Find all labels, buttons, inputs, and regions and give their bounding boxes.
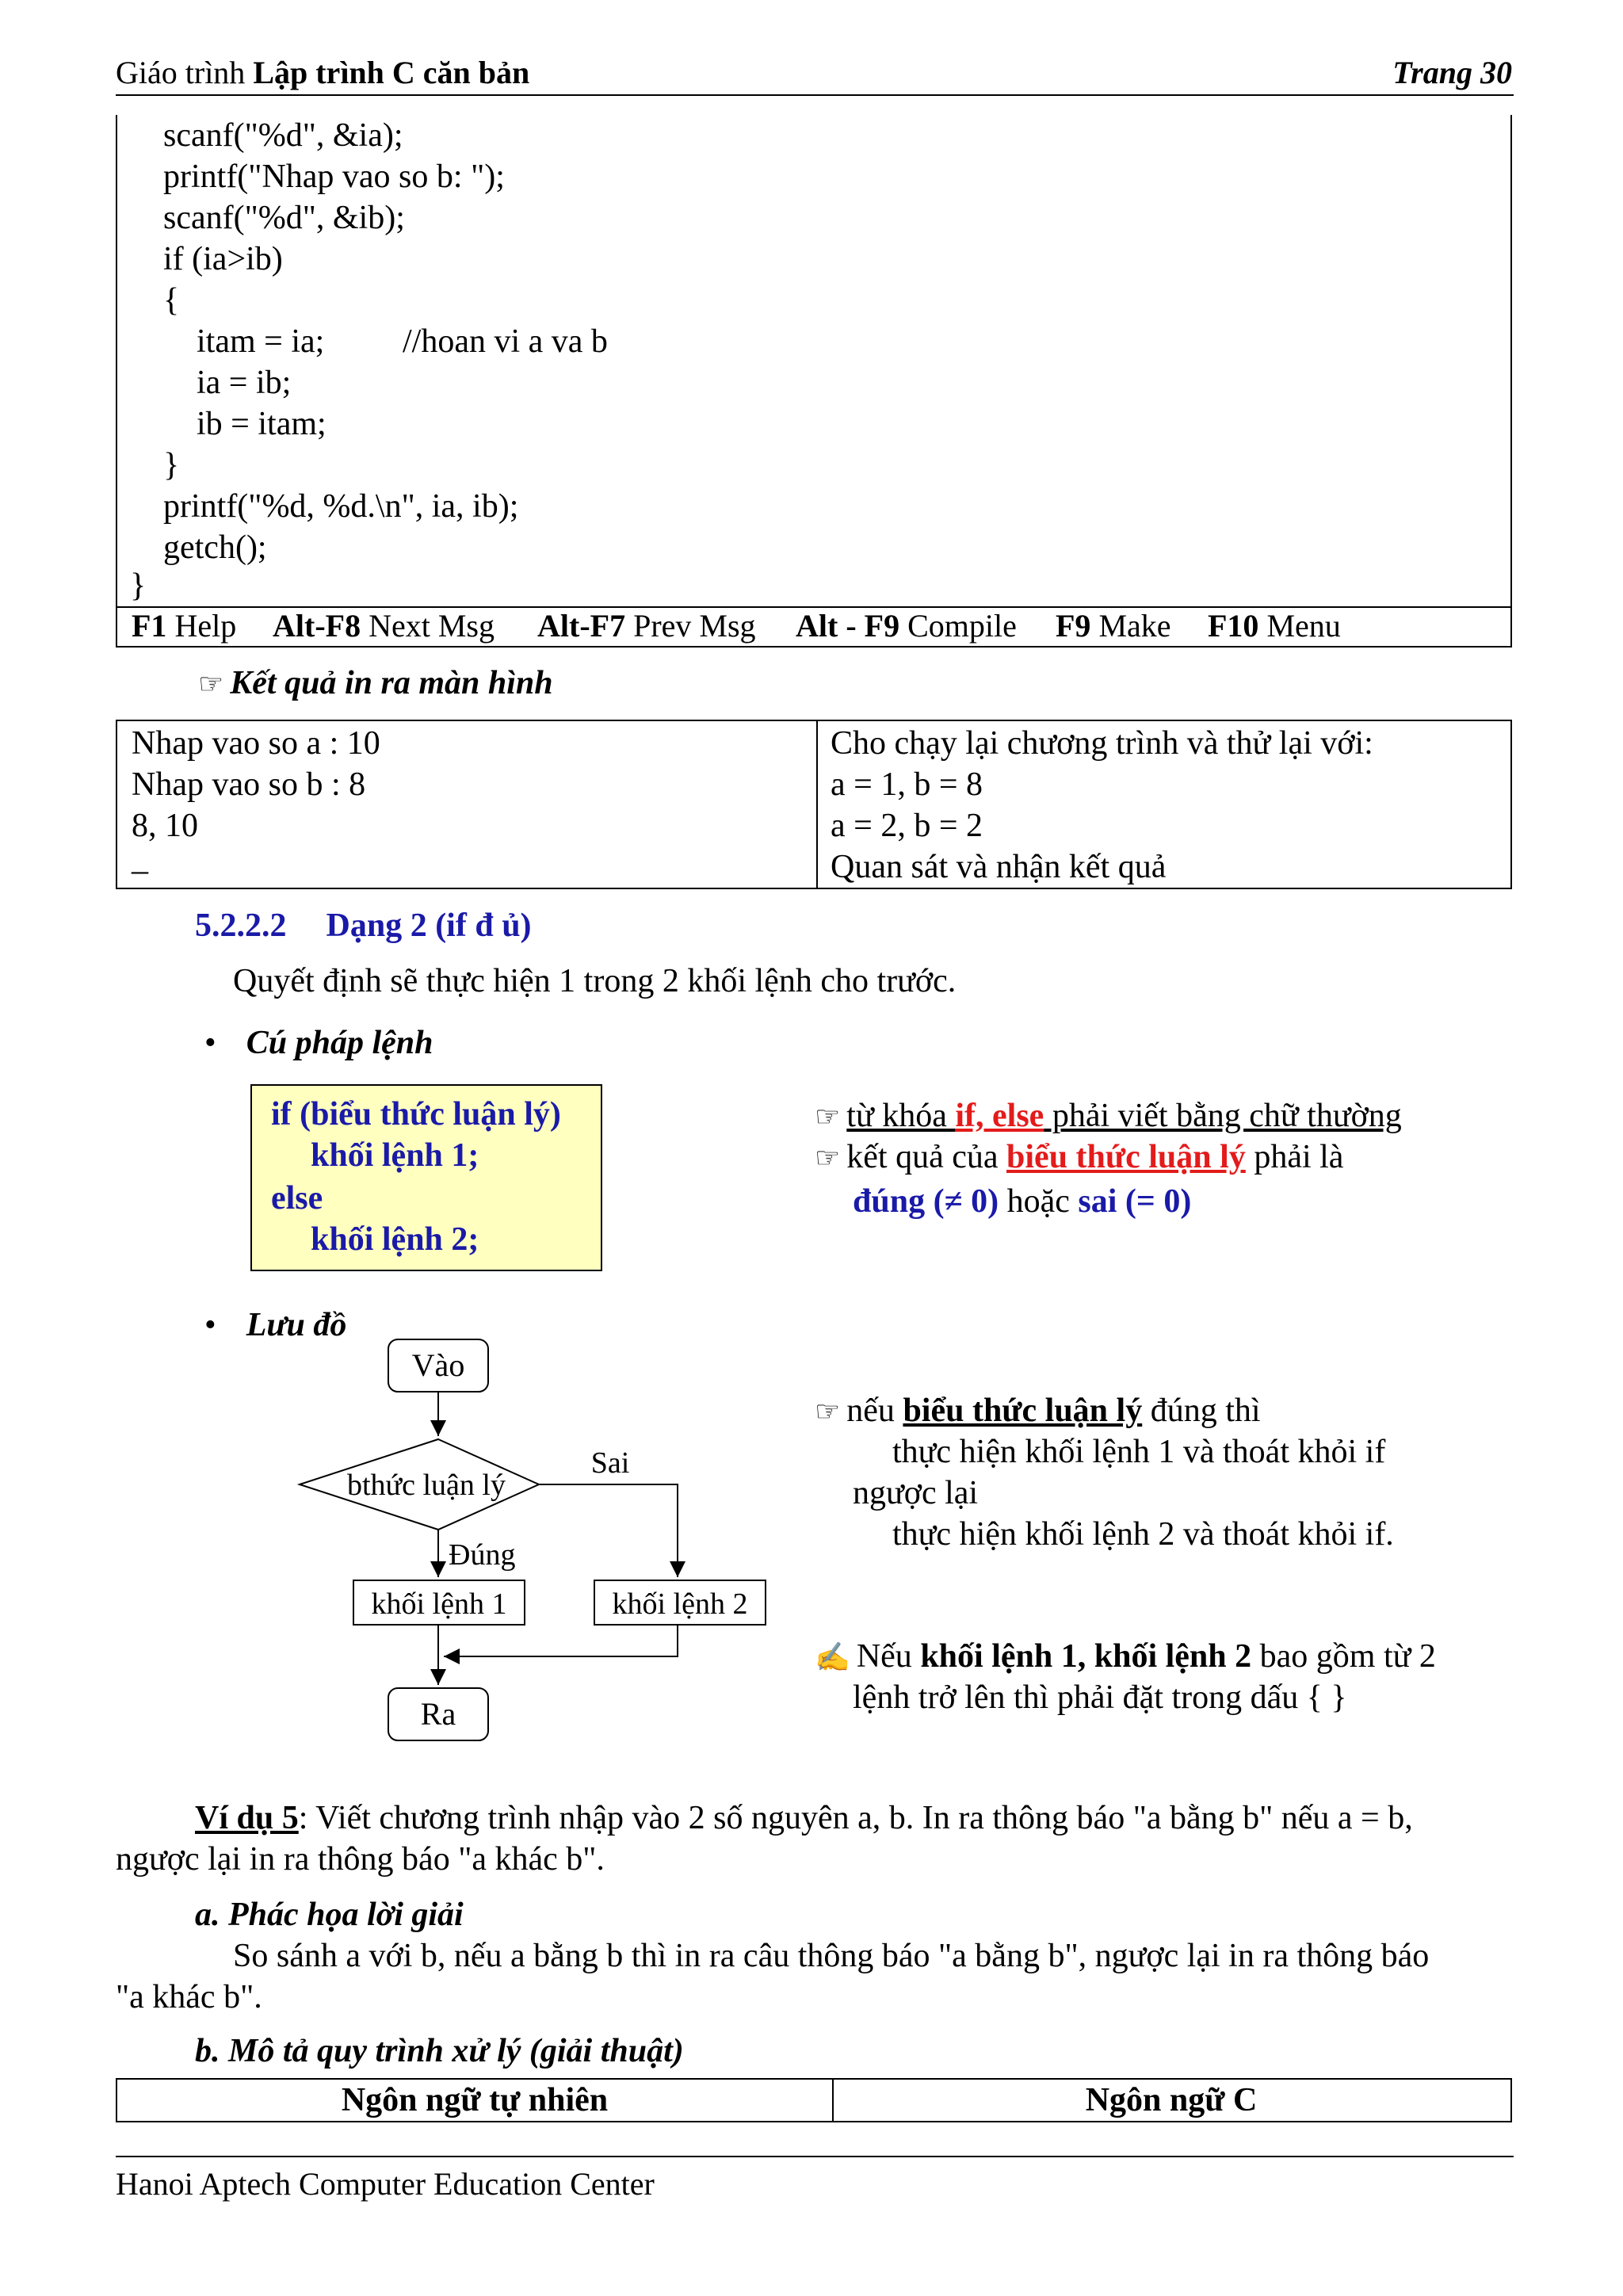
result-output-line: _ bbox=[132, 841, 148, 877]
flow-true-label: Đúng bbox=[449, 1538, 516, 1572]
syntax-note-keywords: ☞ từ khóa if, else phải viết bằng chữ thường bbox=[815, 1098, 1402, 1134]
menu-prev-msg[interactable]: Alt-F7 Prev Msg bbox=[537, 608, 756, 644]
syntax-line: khối lệnh 1; bbox=[311, 1137, 479, 1174]
flowchart-bullet: • Lưu đồ bbox=[204, 1307, 347, 1343]
result-table bbox=[116, 720, 1512, 889]
header-rule bbox=[116, 94, 1514, 96]
section-heading bbox=[195, 907, 532, 945]
syntax-line: if (biểu thức luận lý) bbox=[271, 1096, 561, 1133]
section-intro: Quyết định sẽ thực hiện 1 trong 2 khối lệnh cho trước. bbox=[233, 963, 957, 999]
result-note-line: a = 2, b = 2 bbox=[831, 808, 983, 844]
code-line: scanf("%d", &ia); bbox=[130, 117, 403, 154]
menu-next-msg[interactable]: Alt-F8 Next Msg bbox=[273, 608, 495, 644]
flow-note-line: lệnh trở lên thì phải đặt trong dấu { } bbox=[853, 1679, 1347, 1716]
page-number: Trang 30 bbox=[1392, 55, 1512, 90]
code-line: ia = ib; bbox=[130, 365, 292, 401]
result-note-line: a = 1, b = 8 bbox=[831, 766, 983, 803]
column-header: Ngôn ngữ C bbox=[1085, 2082, 1258, 2118]
header-title-bold: Lập trình C căn bản bbox=[253, 55, 530, 90]
syntax-bullet: • Cú pháp lệnh bbox=[204, 1025, 433, 1061]
ide-menu-bar bbox=[116, 606, 1512, 648]
section-title: Dạng 2 (if đ ủ) bbox=[326, 907, 532, 944]
result-output-line: 8, 10 bbox=[132, 808, 198, 844]
section-number: 5.2.2.2 bbox=[195, 907, 287, 944]
syntax-note-values: đúng (≠ 0) hoặc sai (= 0) bbox=[853, 1183, 1192, 1220]
column-header: Ngôn ngữ tự nhiên bbox=[341, 2082, 609, 2118]
example-line: Ví dụ 5: Viết chương trình nhập vào 2 số nguyên a, b. In ra thông báo "a bằng b" nếu a = b, bbox=[195, 1800, 1413, 1836]
flow-note-blocks: ✍ Nếu khối lệnh 1, khối lệnh 2 bao gồm từ 2 bbox=[815, 1638, 1436, 1675]
syntax-line: khối lệnh 2; bbox=[311, 1221, 479, 1258]
code-line: itam = ia; bbox=[130, 323, 325, 360]
example-heading-b: b. Mô tả quy trình xử lý (giải thuật) bbox=[195, 2033, 684, 2069]
code-line: printf("%d, %d.\n", ia, ib); bbox=[130, 488, 519, 525]
writing-hand-icon: ✍ bbox=[815, 1641, 850, 1673]
menu-compile[interactable]: Alt - F9 Compile bbox=[796, 608, 1017, 644]
syntax-line: else bbox=[271, 1180, 323, 1217]
table-divider bbox=[816, 721, 818, 888]
result-note-line: Quan sát và nhận kết quả bbox=[831, 849, 1167, 885]
menu-menu[interactable]: F10 Menu bbox=[1208, 608, 1341, 644]
code-line: scanf("%d", &ib); bbox=[130, 200, 405, 236]
flow-decision-label: bthức luận lý bbox=[346, 1469, 506, 1502]
example-text: So sánh a với b, nếu a bằng b thì in ra câu thông báo "a bằng b", ngược lại in ra thông báo bbox=[233, 1938, 1430, 1974]
footer-rule bbox=[116, 2156, 1514, 2157]
pointing-hand-icon: ☞ bbox=[198, 668, 224, 700]
code-line: } bbox=[130, 447, 180, 483]
bullet-dot-icon: • bbox=[204, 1025, 216, 1061]
flow-note-if: ☞ nếu biểu thức luận lý đúng thì bbox=[815, 1392, 1261, 1429]
page-footer: Hanoi Aptech Computer Education Center bbox=[116, 2166, 655, 2202]
code-line: printf("Nhap vao so b: "); bbox=[130, 159, 505, 195]
menu-f1[interactable]: F1 Help bbox=[132, 608, 237, 644]
flow-note-line: thực hiện khối lệnh 2 và thoát khỏi if. bbox=[892, 1516, 1394, 1553]
code-line: if (ia>ib) bbox=[130, 241, 283, 277]
result-heading: ☞ Kết quả in ra màn hình bbox=[198, 665, 553, 701]
result-note-line: Cho chạy lại chương trình và thử lại với: bbox=[831, 725, 1373, 762]
flow-note-line: ngược lại bbox=[853, 1475, 979, 1511]
flow-start-label: Vào bbox=[411, 1347, 465, 1383]
code-line: getch(); bbox=[130, 529, 267, 566]
flow-block2-label: khối lệnh 2 bbox=[612, 1587, 748, 1621]
example-label: Ví dụ 5 bbox=[195, 1800, 299, 1836]
code-comment: //hoan vi a va b bbox=[403, 323, 608, 360]
syntax-box bbox=[250, 1084, 602, 1271]
flowchart-diagram bbox=[285, 1331, 777, 1752]
menu-make[interactable]: F9 Make bbox=[1056, 608, 1171, 644]
flow-end-label: Ra bbox=[420, 1696, 456, 1732]
code-line: ib = itam; bbox=[130, 406, 327, 442]
algorithm-table-header bbox=[116, 2078, 1512, 2122]
syntax-note-result: ☞ kết quả của biểu thức luận lý phải là bbox=[815, 1139, 1344, 1175]
pointing-hand-icon: ☞ bbox=[815, 1101, 841, 1133]
pointing-hand-icon: ☞ bbox=[815, 1396, 841, 1427]
result-output-line: Nhap vao so a : 10 bbox=[132, 725, 380, 762]
example-line: ngược lại in ra thông báo "a khác b". bbox=[116, 1841, 605, 1878]
bullet-dot-icon: • bbox=[204, 1307, 216, 1343]
code-line: { bbox=[130, 282, 180, 319]
pointing-hand-icon: ☞ bbox=[815, 1142, 841, 1174]
header-title-prefix: Giáo trình bbox=[116, 55, 254, 90]
code-box bbox=[116, 115, 1512, 606]
flow-false-label: Sai bbox=[590, 1446, 630, 1480]
page-header-title bbox=[116, 54, 529, 91]
example-text: "a khác b". bbox=[116, 1979, 262, 2015]
code-line: } bbox=[130, 567, 147, 604]
flow-block1-label: khối lệnh 1 bbox=[371, 1587, 507, 1621]
result-output-line: Nhap vao so b : 8 bbox=[132, 766, 366, 803]
example-heading-a: a. Phác họa lời giải bbox=[195, 1897, 464, 1933]
flow-note-line: thực hiện khối lệnh 1 và thoát khỏi if bbox=[892, 1434, 1386, 1470]
